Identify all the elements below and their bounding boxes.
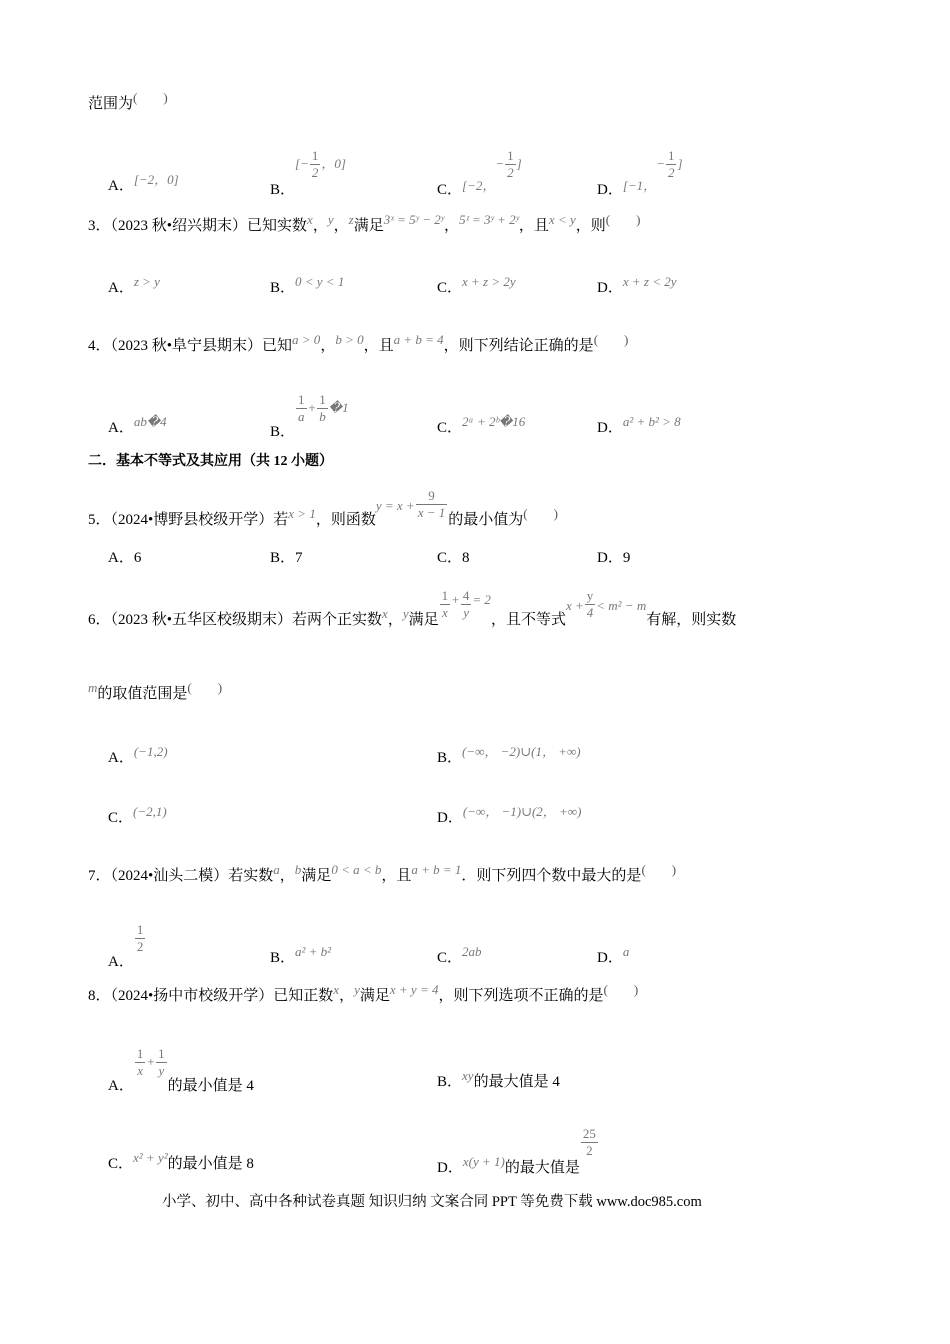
var: y <box>354 982 360 997</box>
option-math: + <box>451 592 460 607</box>
stem-text: ，且 <box>381 868 412 884</box>
fraction <box>135 922 146 955</box>
option-value: 9 <box>622 550 631 566</box>
frac-den: y <box>463 605 470 620</box>
answer-paren: ( ) <box>593 332 629 347</box>
equation: 5ᶻ = 3ʸ + 2ʸ <box>459 212 519 227</box>
fraction <box>416 488 448 521</box>
q7-option-d <box>597 946 629 967</box>
fraction <box>440 588 451 621</box>
option-math: 2ᵃ + 2ᵇ�16 <box>462 414 526 429</box>
fraction <box>310 148 321 181</box>
q8-option-b <box>437 1070 560 1091</box>
q7-stem: 7．（2024•汕头二模）若实数a，b满足0 < a < b，且a + b = 1．则下列四个数中最大的是( ) <box>88 862 677 884</box>
q4-option-a <box>108 416 167 437</box>
stem-text: 满足 <box>353 218 384 234</box>
frac-num: 9 <box>416 488 448 505</box>
q8-stem: 8．（2024•扬中市校级开学）已知正数x，y满足x + y = 4，则下列选项不正确的是( ) <box>88 982 639 1004</box>
option-math: x² + y² <box>133 1150 168 1165</box>
option-math: − <box>656 155 665 171</box>
question-number: 7． <box>88 868 111 884</box>
frac-num: 25 <box>582 1126 596 1141</box>
frac-den: 2 <box>667 165 675 180</box>
option-label: C． <box>437 181 463 198</box>
q8-option-d <box>437 1126 599 1176</box>
condition: a + b = 4 <box>393 332 444 347</box>
sep: ， <box>312 218 328 234</box>
option-label: A． <box>108 178 134 194</box>
question-number: 4． <box>88 338 111 354</box>
fraction <box>581 1126 598 1159</box>
answer-paren: ( ) <box>605 212 641 227</box>
question-number: 8． <box>88 988 111 1004</box>
option-math: = 2 <box>472 592 491 607</box>
question-number: 5． <box>88 512 111 528</box>
option-math: + <box>307 399 317 415</box>
option-math: z > y <box>133 274 160 289</box>
option-label: D． <box>597 550 623 566</box>
stem-text: 满足 <box>301 868 332 884</box>
frac-num: 4 <box>462 588 470 603</box>
frac-num: 1 <box>136 922 144 937</box>
option-label: A． <box>108 420 134 436</box>
q7-option-c <box>437 946 482 967</box>
option-math: x + z < 2y <box>622 274 677 289</box>
stem-text: ，则 <box>575 218 606 234</box>
fraction <box>156 1046 167 1079</box>
var: a <box>273 862 280 877</box>
option-math: − <box>495 155 505 171</box>
q5-option-c <box>437 546 470 567</box>
question-source: （2024•扬中市校级开学）已知正数 <box>110 988 334 1004</box>
option-value: 8 <box>462 550 470 566</box>
q6-option-b <box>437 746 581 767</box>
option-value: 6 <box>133 550 142 566</box>
fraction <box>461 588 472 621</box>
q2-option-a <box>108 174 179 195</box>
frac-num: 1 <box>136 1046 144 1061</box>
q4-option-d <box>597 416 681 437</box>
q6-option-c <box>108 806 167 827</box>
q6-option-a <box>108 746 168 767</box>
frac-den: 2 <box>507 165 514 180</box>
q7-option-b <box>270 946 331 967</box>
frac-den: x <box>137 1063 143 1078</box>
option-math: 2ab <box>462 944 482 959</box>
q4-option-b <box>270 392 349 440</box>
option-label: B． <box>270 950 296 966</box>
stem-text: 满足 <box>359 988 390 1004</box>
frac-den: 2 <box>586 1143 593 1158</box>
option-label: C． <box>108 1156 134 1172</box>
option-label: C． <box>437 550 463 566</box>
sep: ， <box>444 218 460 234</box>
q5-option-b <box>270 546 303 567</box>
question-source: （2023 秋•五华区校级期末）若两个正实数 <box>110 612 383 628</box>
fraction <box>135 1046 146 1079</box>
question-number: 3． <box>88 218 111 234</box>
answer-paren: ( ) <box>641 862 677 877</box>
frac-num: 1 <box>158 1046 165 1061</box>
var: m <box>88 680 98 695</box>
stem-text: 的最小值为 <box>448 512 524 528</box>
option-text: 的最小值是 8 <box>167 1156 254 1172</box>
option-label: A． <box>108 953 134 970</box>
option-label: B． <box>437 1074 463 1090</box>
frac-den: y <box>158 1063 165 1078</box>
var: x <box>382 606 388 621</box>
option-label: A． <box>108 550 134 566</box>
fraction <box>666 148 677 181</box>
option-text: 的最大值是 <box>504 1159 580 1176</box>
option-math: a² + b² <box>295 944 332 959</box>
condition: a + b = 1 <box>411 862 462 877</box>
stem-text: ，则下列结论正确的是 <box>443 338 594 354</box>
stem-text: 满足 <box>408 612 439 628</box>
frac-num: 1 <box>667 148 675 163</box>
frac-num: y <box>586 588 594 603</box>
inequality: x + <box>565 598 584 613</box>
option-label: A． <box>108 1077 134 1094</box>
option-math: 0 < y < 1 <box>295 274 345 289</box>
option-math: (−1,2) <box>133 744 168 759</box>
fraction <box>296 392 307 425</box>
option-label: D． <box>597 181 623 198</box>
frac-den: x <box>441 605 448 620</box>
option-math: xy <box>462 1068 474 1083</box>
question-number: 6． <box>88 612 111 628</box>
option-math: (−2,1) <box>133 804 167 819</box>
q6-option-d <box>437 806 581 827</box>
option-value: 7 <box>295 550 303 566</box>
q6-stem-line2 <box>88 680 223 704</box>
frac-num: 1 <box>507 148 514 163</box>
option-label: B． <box>270 181 296 198</box>
frac-den: 2 <box>136 939 144 954</box>
option-label: D． <box>597 950 623 966</box>
option-math: (−∞， −2)∪(1， +∞) <box>462 744 581 759</box>
option-label: B． <box>437 750 463 766</box>
var: y <box>327 212 334 227</box>
q3-option-c <box>437 276 516 297</box>
frac-den: x − 1 <box>417 505 446 520</box>
equation: 3ˣ = 5ʸ − 2ʸ <box>383 212 445 227</box>
sep: ， <box>333 218 349 234</box>
condition: 0 < a < b <box>331 862 382 877</box>
option-text: 的最大值是 4 <box>473 1074 560 1090</box>
q2-option-b <box>270 148 346 198</box>
condition: x < y <box>548 212 576 227</box>
option-math: a <box>622 944 630 959</box>
option-math: ] <box>516 155 522 171</box>
question-source: （2024•博野县校级开学）若 <box>110 512 289 528</box>
answer-paren: ( ) <box>187 680 223 695</box>
option-math: ，0] <box>321 155 346 171</box>
option-math: (−∞， −1)∪(2， +∞) <box>462 804 582 819</box>
option-math: [−2， <box>462 177 496 193</box>
question-source: （2023 秋•阜宁县期末）已知 <box>110 338 293 354</box>
option-label: D． <box>597 420 623 436</box>
stem-text: 有解，则实数 <box>646 612 737 628</box>
q5-option-d <box>597 546 630 567</box>
option-label: D． <box>437 1159 463 1176</box>
answer-paren: ( ) <box>133 90 168 105</box>
q2-option-d <box>597 148 683 198</box>
option-math: + <box>146 1053 156 1069</box>
option-label: C． <box>108 810 134 826</box>
var: z <box>348 212 354 227</box>
option-label: B． <box>270 280 296 296</box>
q3-option-d <box>597 276 677 297</box>
option-label: B． <box>270 550 296 566</box>
var: y <box>402 606 409 621</box>
frac-den: a <box>298 409 305 424</box>
stem-text: 的取值范围是 <box>97 686 188 702</box>
option-math: �1 <box>328 399 349 415</box>
stem-text: ，则下列选项不正确的是 <box>438 988 604 1004</box>
frac-den: 4 <box>586 605 594 620</box>
option-label: A． <box>108 750 134 766</box>
intro-line <box>88 90 168 114</box>
option-label: D． <box>597 280 623 296</box>
option-math: x(y + 1) <box>462 1153 505 1169</box>
stem-text: ，且不等式 <box>490 612 566 628</box>
stem-text: ．则下列四个数中最大的是 <box>461 868 642 884</box>
var: b <box>294 862 302 877</box>
q3-stem <box>88 212 641 236</box>
option-label: B． <box>270 423 296 440</box>
q8-option-c <box>108 1152 254 1173</box>
stem-text: ，且 <box>363 338 394 354</box>
option-math: x + z > 2y <box>462 274 516 289</box>
function: y = x + <box>375 498 415 513</box>
condition: x > 1 <box>288 506 316 521</box>
question-source: （2023 秋•绍兴期末）已知实数 <box>110 218 308 234</box>
section-title: 二．基本不等式及其应用（共 12 小题） <box>88 454 333 469</box>
frac-num: 1 <box>319 392 326 407</box>
q6-stem: 6．（2023 秋•五华区校级期末）若两个正实数x，y满足 $\frac{1}{x}$ + $\frac{4}{y}$ = 2，且不等式x + $\frac{y}{4}$ < m² − m有解，则实数 <box>88 588 737 628</box>
stem-text: ，且 <box>518 218 549 234</box>
condition: a > 0 <box>292 332 321 347</box>
var: x <box>333 982 340 997</box>
frac-den: 2 <box>311 165 319 180</box>
option-math: a² + b² > 8 <box>622 414 681 429</box>
option-math: [− <box>295 155 309 171</box>
frac-den: b <box>319 409 326 424</box>
q2-option-c <box>437 148 522 198</box>
condition: x + y = 4 <box>389 982 439 997</box>
frac-num: 1 <box>298 392 305 407</box>
option-label: A． <box>108 280 134 296</box>
fraction <box>317 392 328 425</box>
fraction <box>505 148 516 181</box>
option-math: [−2，0] <box>133 172 179 187</box>
option-text: 的最小值是 4 <box>167 1077 254 1094</box>
frac-num: 1 <box>311 148 319 163</box>
q3-option-a <box>108 276 160 297</box>
q5-option-a <box>108 546 141 567</box>
answer-paren: ( ) <box>603 982 639 997</box>
q4-stem: 4．（2023 秋•阜宁县期末）已知a > 0，b > 0，且a + b = 4，则下列结论正确的是( ) <box>88 332 629 354</box>
q5-stem <box>88 488 558 528</box>
option-math: ab�4 <box>133 414 167 429</box>
option-math: ] <box>677 155 683 171</box>
option-label: C． <box>437 950 463 966</box>
stem-text: ，则函数 <box>315 512 376 528</box>
q3-option-b <box>270 276 344 297</box>
answer-paren: ( ) <box>523 506 558 521</box>
var: x <box>307 212 313 227</box>
condition: b > 0 <box>335 332 364 347</box>
fraction <box>585 588 596 621</box>
q4-option-c <box>437 416 525 437</box>
intro-text: 范围为 <box>88 96 134 112</box>
inequality: < m² − m <box>596 598 647 613</box>
frac-num: 1 <box>441 588 449 603</box>
option-label: C． <box>437 420 463 436</box>
option-math: [−1， <box>622 177 657 193</box>
option-label: D． <box>437 810 463 826</box>
q7-option-a <box>108 922 146 970</box>
question-source: （2024•汕头二模）若实数 <box>110 868 274 884</box>
option-label: C． <box>437 280 463 296</box>
footer-text: 小学、初中、高中各种试卷真题 知识归纳 文案合同 PPT 等免费下载 www.doc985.com <box>162 1194 702 1210</box>
q8-option-a <box>108 1046 254 1094</box>
